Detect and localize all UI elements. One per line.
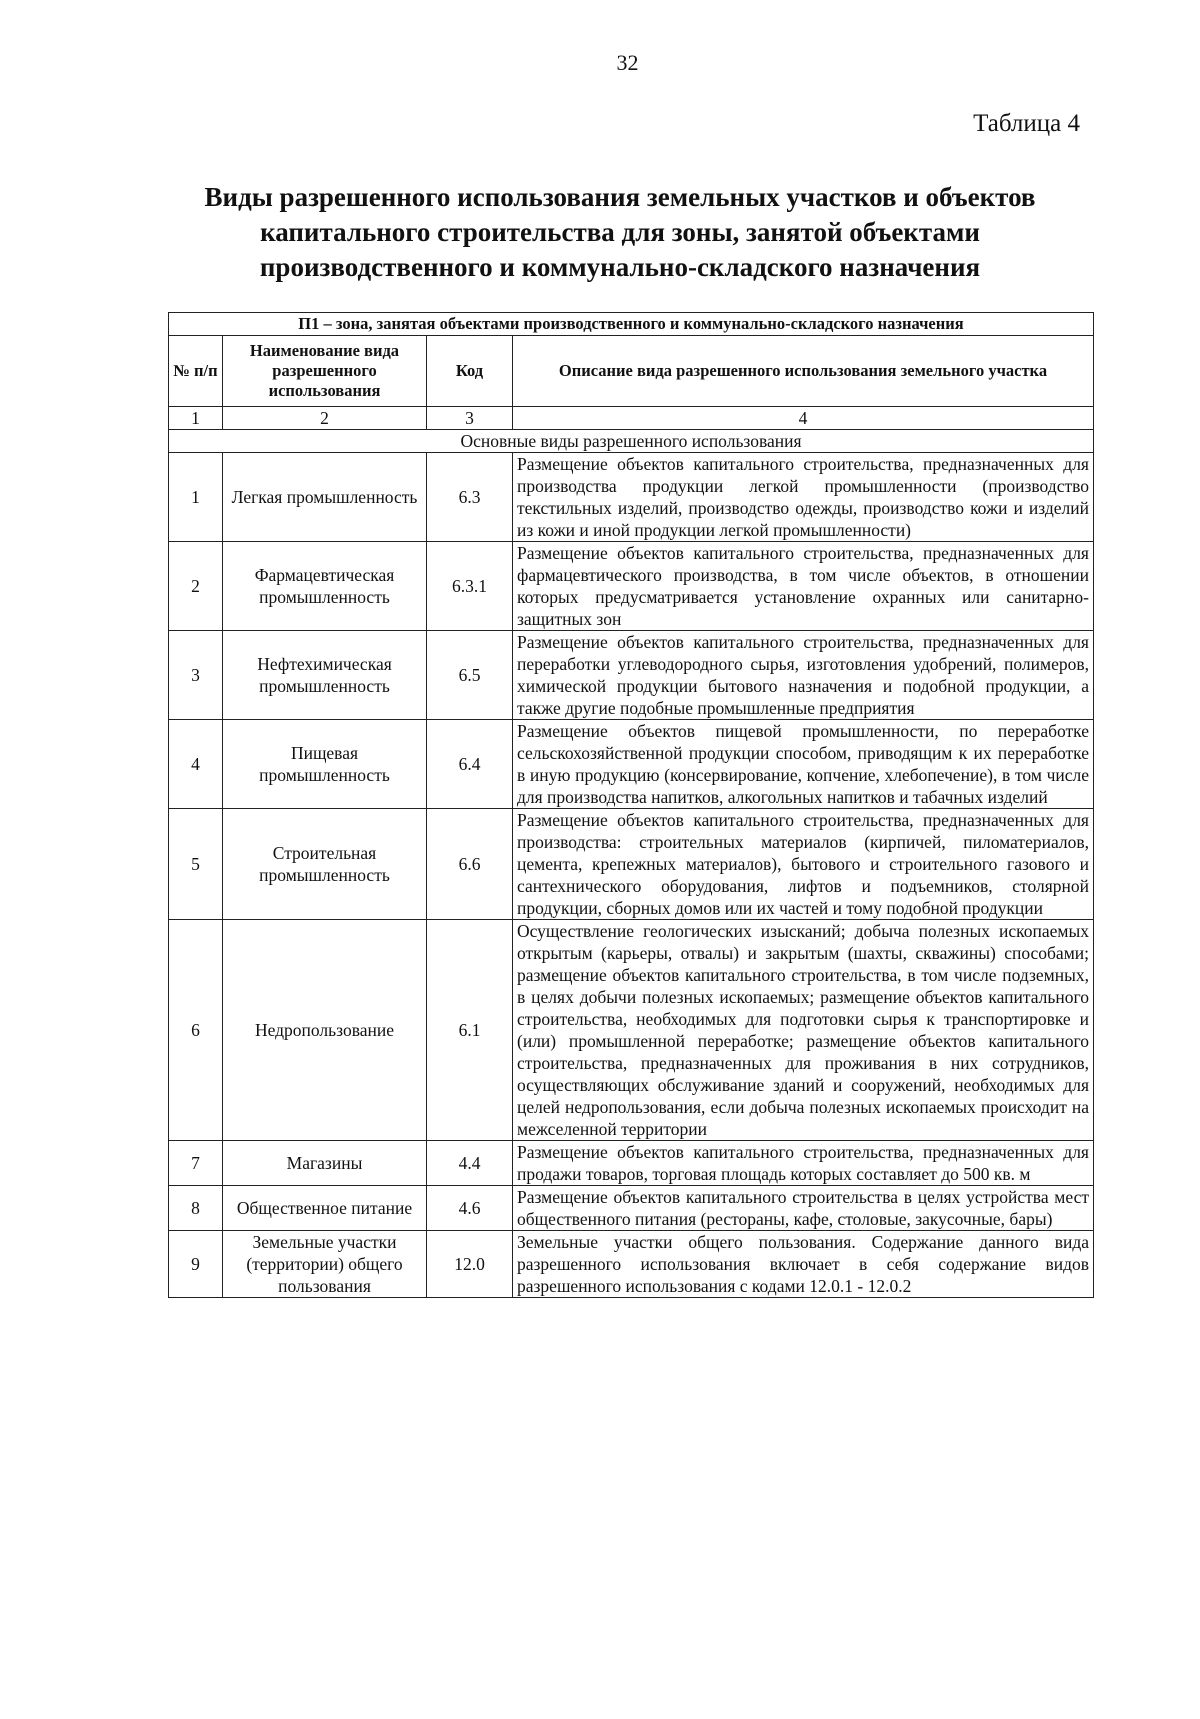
title-line: производственного и коммунально-складского назначения	[259, 252, 981, 282]
row-description: Размещение объектов капитального строительства, предназначенных для производства: строительных материалов (кирпичей, пиломатериалов, цемента, крепежных материалов), бытового и строительного газового и сантехнического оборудования, лифтов и подъемников, столярной продукции, сборных домов или их частей и тому подобной продукции	[513, 809, 1094, 920]
header-name: Наименование вида разрешенного использования	[223, 336, 427, 407]
row-code: 4.4	[427, 1141, 513, 1186]
row-name: Магазины	[223, 1141, 427, 1186]
row-description: Размещение объектов пищевой промышленности, по переработке сельскохозяйственной продукции способом, приводящим к их переработке в иную продукцию (консервирование, копчение, хлебопечение), в том числе для производства напитков, алкогольных напитков и табачных изделий	[513, 720, 1094, 809]
row-number: 9	[169, 1231, 223, 1298]
row-name: Земельные участки (территории) общего пользования	[223, 1231, 427, 1298]
row-description: Размещение объектов капитального строительства, предназначенных для продажи товаров, торговая площадь которых составляет до 500 кв. м	[513, 1141, 1094, 1186]
row-name: Фармацевтическая промышленность	[223, 542, 427, 631]
row-description: Размещение объектов капитального строительства, предназначенных для фармацевтического производства, в том числе объектов, в отношении которых предусматривается установление охранных или санитарно-защитных зон	[513, 542, 1094, 631]
zone-header: П1 – зона, занятая объектами производственного и коммунально-складского назначения	[169, 313, 1094, 336]
row-name: Строительная промышленность	[223, 809, 427, 920]
column-index: 1	[169, 407, 223, 430]
row-code: 4.6	[427, 1186, 513, 1231]
header-num: № п/п	[169, 336, 223, 407]
zone-header-row	[169, 313, 1094, 336]
table-row	[169, 1186, 1094, 1231]
row-code: 6.5	[427, 631, 513, 720]
row-code: 6.3	[427, 453, 513, 542]
row-number: 3	[169, 631, 223, 720]
row-number: 8	[169, 1186, 223, 1231]
header-code: Код	[427, 336, 513, 407]
column-index-row	[169, 407, 1094, 430]
row-name: Недропользование	[223, 920, 427, 1141]
row-code: 6.3.1	[427, 542, 513, 631]
row-name: Нефтехимическая промышленность	[223, 631, 427, 720]
row-number: 4	[169, 720, 223, 809]
table-row	[169, 631, 1094, 720]
table-row	[169, 720, 1094, 809]
row-number: 6	[169, 920, 223, 1141]
row-name: Пищевая промышленность	[223, 720, 427, 809]
row-code: 6.4	[427, 720, 513, 809]
row-description: Земельные участки общего пользования. Содержание данного вида разрешенного использования включает в себя содержание видов разрешенного использования с кодами 12.0.1 - 12.0.2	[513, 1231, 1094, 1298]
section-row	[169, 430, 1094, 453]
table-row	[169, 920, 1094, 1141]
table-caption: Таблица 4	[973, 110, 1080, 137]
section-title: Основные виды разрешенного использования	[169, 430, 1094, 453]
table-row	[169, 542, 1094, 631]
header-desc: Описание вида разрешенного использования земельного участка	[513, 336, 1094, 407]
row-description: Размещение объектов капитального строительства, предназначенных для производства продукции легкой промышленности (производство текстильных изделий, производство одежды, производство кожи и изделий из кожи и иной продукции легкой промышленности)	[513, 453, 1094, 542]
row-number: 5	[169, 809, 223, 920]
title-line: капитального строительства для зоны, занятой объектами	[260, 217, 980, 247]
row-name: Легкая промышленность	[223, 453, 427, 542]
row-description: Размещение объектов капитального строительства, предназначенных для переработки углеводородного сырья, изготовления удобрений, полимеров, химической продукции бытового назначения и подобной продукции, а также другие подобные промышленные предприятия	[513, 631, 1094, 720]
document-title	[160, 180, 1080, 285]
column-index: 3	[427, 407, 513, 430]
table-row	[169, 1141, 1094, 1186]
land-use-table	[168, 312, 1094, 1298]
row-number: 2	[169, 542, 223, 631]
column-index: 4	[513, 407, 1094, 430]
row-name: Общественное питание	[223, 1186, 427, 1231]
title-line: Виды разрешенного использования земельных участков и объектов	[204, 182, 1036, 212]
row-number: 7	[169, 1141, 223, 1186]
page-number: 32	[616, 50, 639, 75]
column-header-row	[169, 336, 1094, 407]
row-code: 6.6	[427, 809, 513, 920]
table-row	[169, 453, 1094, 542]
row-number: 1	[169, 453, 223, 542]
column-index: 2	[223, 407, 427, 430]
table-row	[169, 1231, 1094, 1298]
row-code: 12.0	[427, 1231, 513, 1298]
row-description: Осуществление геологических изысканий; добыча полезных ископаемых открытым (карьеры, отвалы) и закрытым (шахты, скважины) способами; размещение объектов капитального строительства, в том числе подземных, в целях добычи полезных ископаемых; размещение объектов капитального строительства, необходимых для подготовки сырья к транспортировке и (или) промышленной переработке; размещение объектов капитального строительства, предназначенных для проживания в них сотрудников, осуществляющих обслуживание зданий и сооружений, необходимых для целей недропользования, если добыча полезных ископаемых происходит на межселенной территории	[513, 920, 1094, 1141]
row-description: Размещение объектов капитального строительства в целях устройства мест общественного питания (рестораны, кафе, столовые, закусочные, бары)	[513, 1186, 1094, 1231]
table-row	[169, 809, 1094, 920]
row-code: 6.1	[427, 920, 513, 1141]
